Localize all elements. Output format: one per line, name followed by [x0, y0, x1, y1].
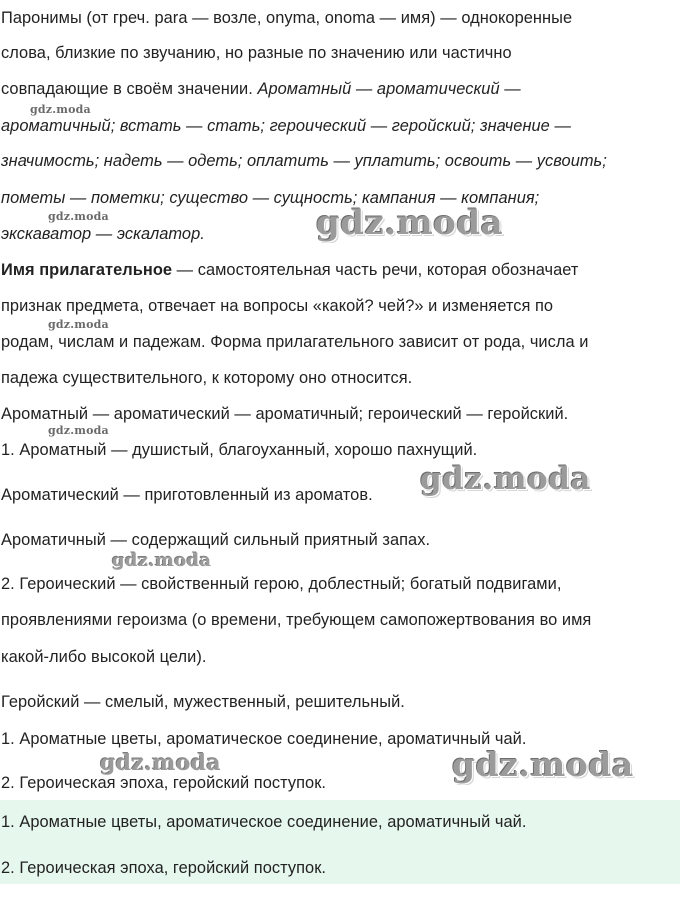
answer-line-1: 1. Ароматные цветы, ароматическое соединение, ароматичный чай.: [1, 813, 527, 831]
paronyms-definition-line-1: Паронимы (от греч. para — возле, onyma, onoma — имя) — однокоренные: [1, 9, 573, 27]
answer-line-2: 2. Героическая эпоха, геройский поступок.: [1, 859, 327, 877]
geroichesky-meaning-line-2: проявлениями героизма (о времени, требующем самопожертвования во имя: [1, 611, 592, 629]
adjective-definition-text: — самостоятельная часть речи, которая обозначает: [172, 261, 579, 279]
watermark-logo: gdz.moda: [112, 550, 212, 571]
watermark-logo: gdz.moda: [316, 203, 504, 243]
watermark-logo: gdz.moda: [48, 318, 109, 331]
example-line-2: 2. Героическая эпоха, геройский поступок.: [1, 774, 327, 792]
adjective-definition-line-3: родам, числам и падежам. Форма прилагательного зависит от рода, числа и: [1, 333, 589, 351]
aromatny-meaning: 1. Ароматный — душистый, благоуханный, хорошо пахнущий.: [1, 441, 478, 459]
paronyms-examples-line-1: ароматичный; встать — стать; героический — геройский; значение —: [1, 117, 571, 135]
watermark-logo: gdz.moda: [452, 745, 634, 784]
adjective-definition-line-2: признак предмета, отвечает на вопросы «какой? чей?» и изменяется по: [1, 297, 554, 315]
paronyms-examples-start: Ароматный — ароматический —: [257, 80, 521, 98]
adjective-term: Имя прилагательное: [1, 261, 173, 279]
watermark-logo: gdz.moda: [420, 461, 591, 497]
geroysky-meaning: Геройский — смелый, мужественный, решительный.: [1, 693, 405, 711]
paronyms-examples-line-4: экскаватор — эскалатор.: [1, 225, 205, 243]
watermark-logo: gdz.moda: [48, 210, 109, 223]
paronyms-definition-line-2: слова, близкие по звучанию, но разные по значению или частично: [1, 44, 512, 62]
watermark-logo: gdz.moda: [48, 424, 109, 437]
paronyms-examples-line-2: значимость; надеть — одеть; оплатить — уплатить; освоить — усвоить;: [1, 152, 607, 170]
watermark-logo: gdz.moda: [30, 103, 91, 116]
geroichesky-meaning-line-3: какой-либо высокой цели).: [1, 648, 207, 666]
paronyms-examples-line-3: пометы — пометки; существо — сущность; кампания — компания;: [1, 189, 540, 207]
word-pairs-line: Ароматный — ароматический — ароматичный; героический — геройский.: [1, 405, 569, 423]
watermark-logo: gdz.moda: [100, 750, 221, 776]
adjective-definition-line-1: [1, 259, 578, 281]
paronyms-definition-line-3-text: совпадающие в своём значении.: [1, 80, 258, 98]
paronyms-definition-line-3: [1, 78, 521, 100]
aromatichny-meaning: Ароматичный — содержащий сильный приятный запах.: [1, 531, 431, 549]
aromatichesky-meaning: Ароматический — приготовленный из ароматов.: [1, 486, 373, 504]
adjective-definition-line-4: падежа существительного, к которому оно относится.: [1, 369, 413, 387]
geroichesky-meaning-line-1: 2. Героический — свойственный герою, доблестный; богатый подвигами,: [1, 575, 562, 593]
example-line-1: 1. Ароматные цветы, ароматическое соединение, ароматичный чай.: [1, 730, 527, 748]
